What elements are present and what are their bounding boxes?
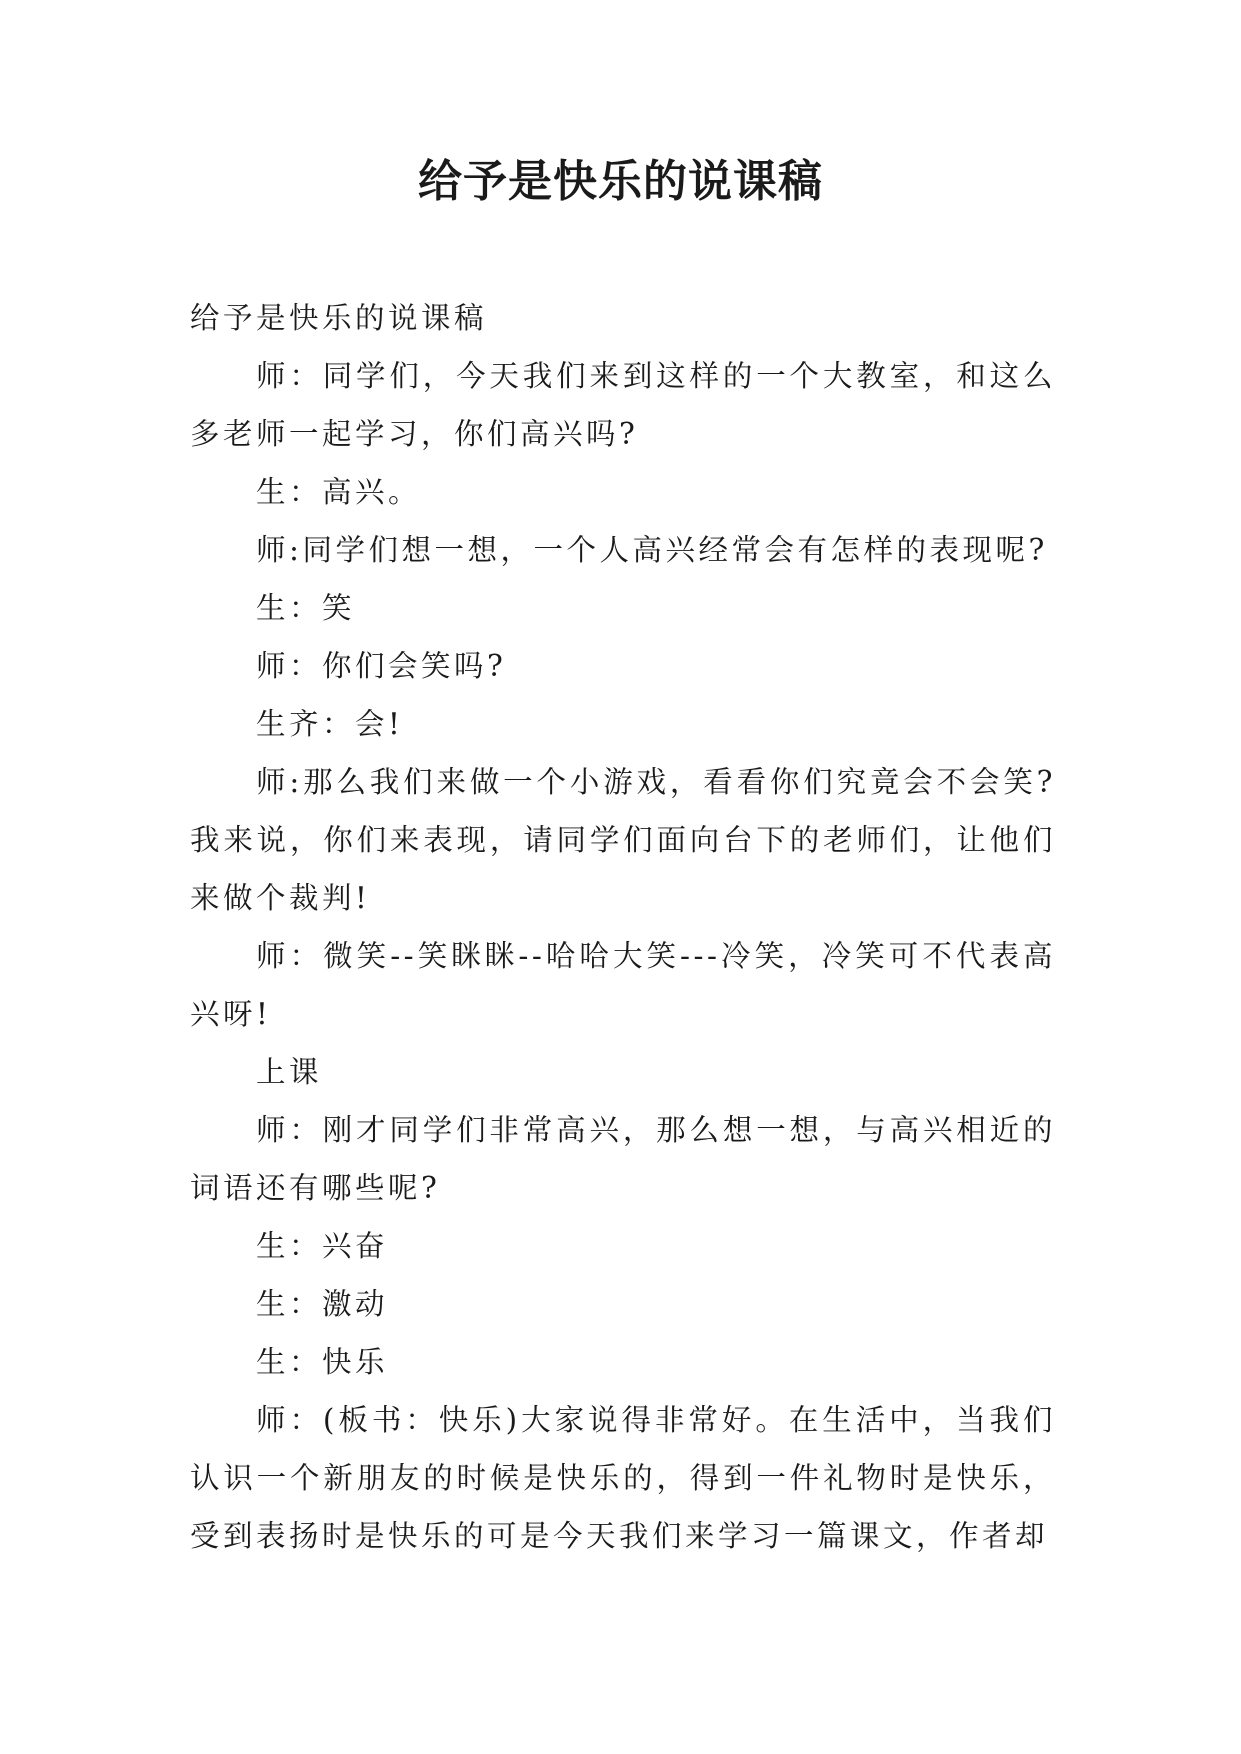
paragraph: 生：高兴。 (256, 475, 422, 509)
paragraph: 生：快乐 (256, 1345, 389, 1379)
paragraph: 上课 (256, 1055, 323, 1089)
paragraph: 生：笑 (256, 591, 356, 625)
paragraph: 师:那么我们来做一个小游戏，看看你们究竟会不会笑?我来说，你们来表现，请同学们面向台下的老师们，让他们来做个裁判! (190, 765, 1056, 915)
paragraph: 师：(板书：快乐)大家说得非常好。在生活中，当我们认识一个新朋友的时候是快乐的，得到一件礼物时是快乐，受到表扬时是快乐的可是今天我们来学习一篇课文，作者却 (190, 1403, 1056, 1553)
document-body (190, 289, 1056, 1565)
paragraph: 给予是快乐的说课稿 (190, 301, 488, 335)
paragraph: 生：激动 (256, 1287, 389, 1321)
paragraph: 师:同学们想一想，一个人高兴经常会有怎样的表现呢? (256, 533, 1048, 567)
document-title: 给予是快乐的说课稿 (418, 156, 823, 207)
paragraph: 师：你们会笑吗? (256, 649, 507, 683)
paragraph: 生齐：会! (256, 707, 404, 741)
paragraph: 师：刚才同学们非常高兴，那么想一想，与高兴相近的词语还有哪些呢? (190, 1113, 1056, 1205)
paragraph: 师：同学们，今天我们来到这样的一个大教室，和这么多老师一起学习，你们高兴吗? (190, 359, 1056, 451)
paragraph: 师：微笑--笑眯眯--哈哈大笑---冷笑，冷笑可不代表高兴呀! (190, 939, 1056, 1031)
paragraph: 生：兴奋 (256, 1229, 389, 1263)
